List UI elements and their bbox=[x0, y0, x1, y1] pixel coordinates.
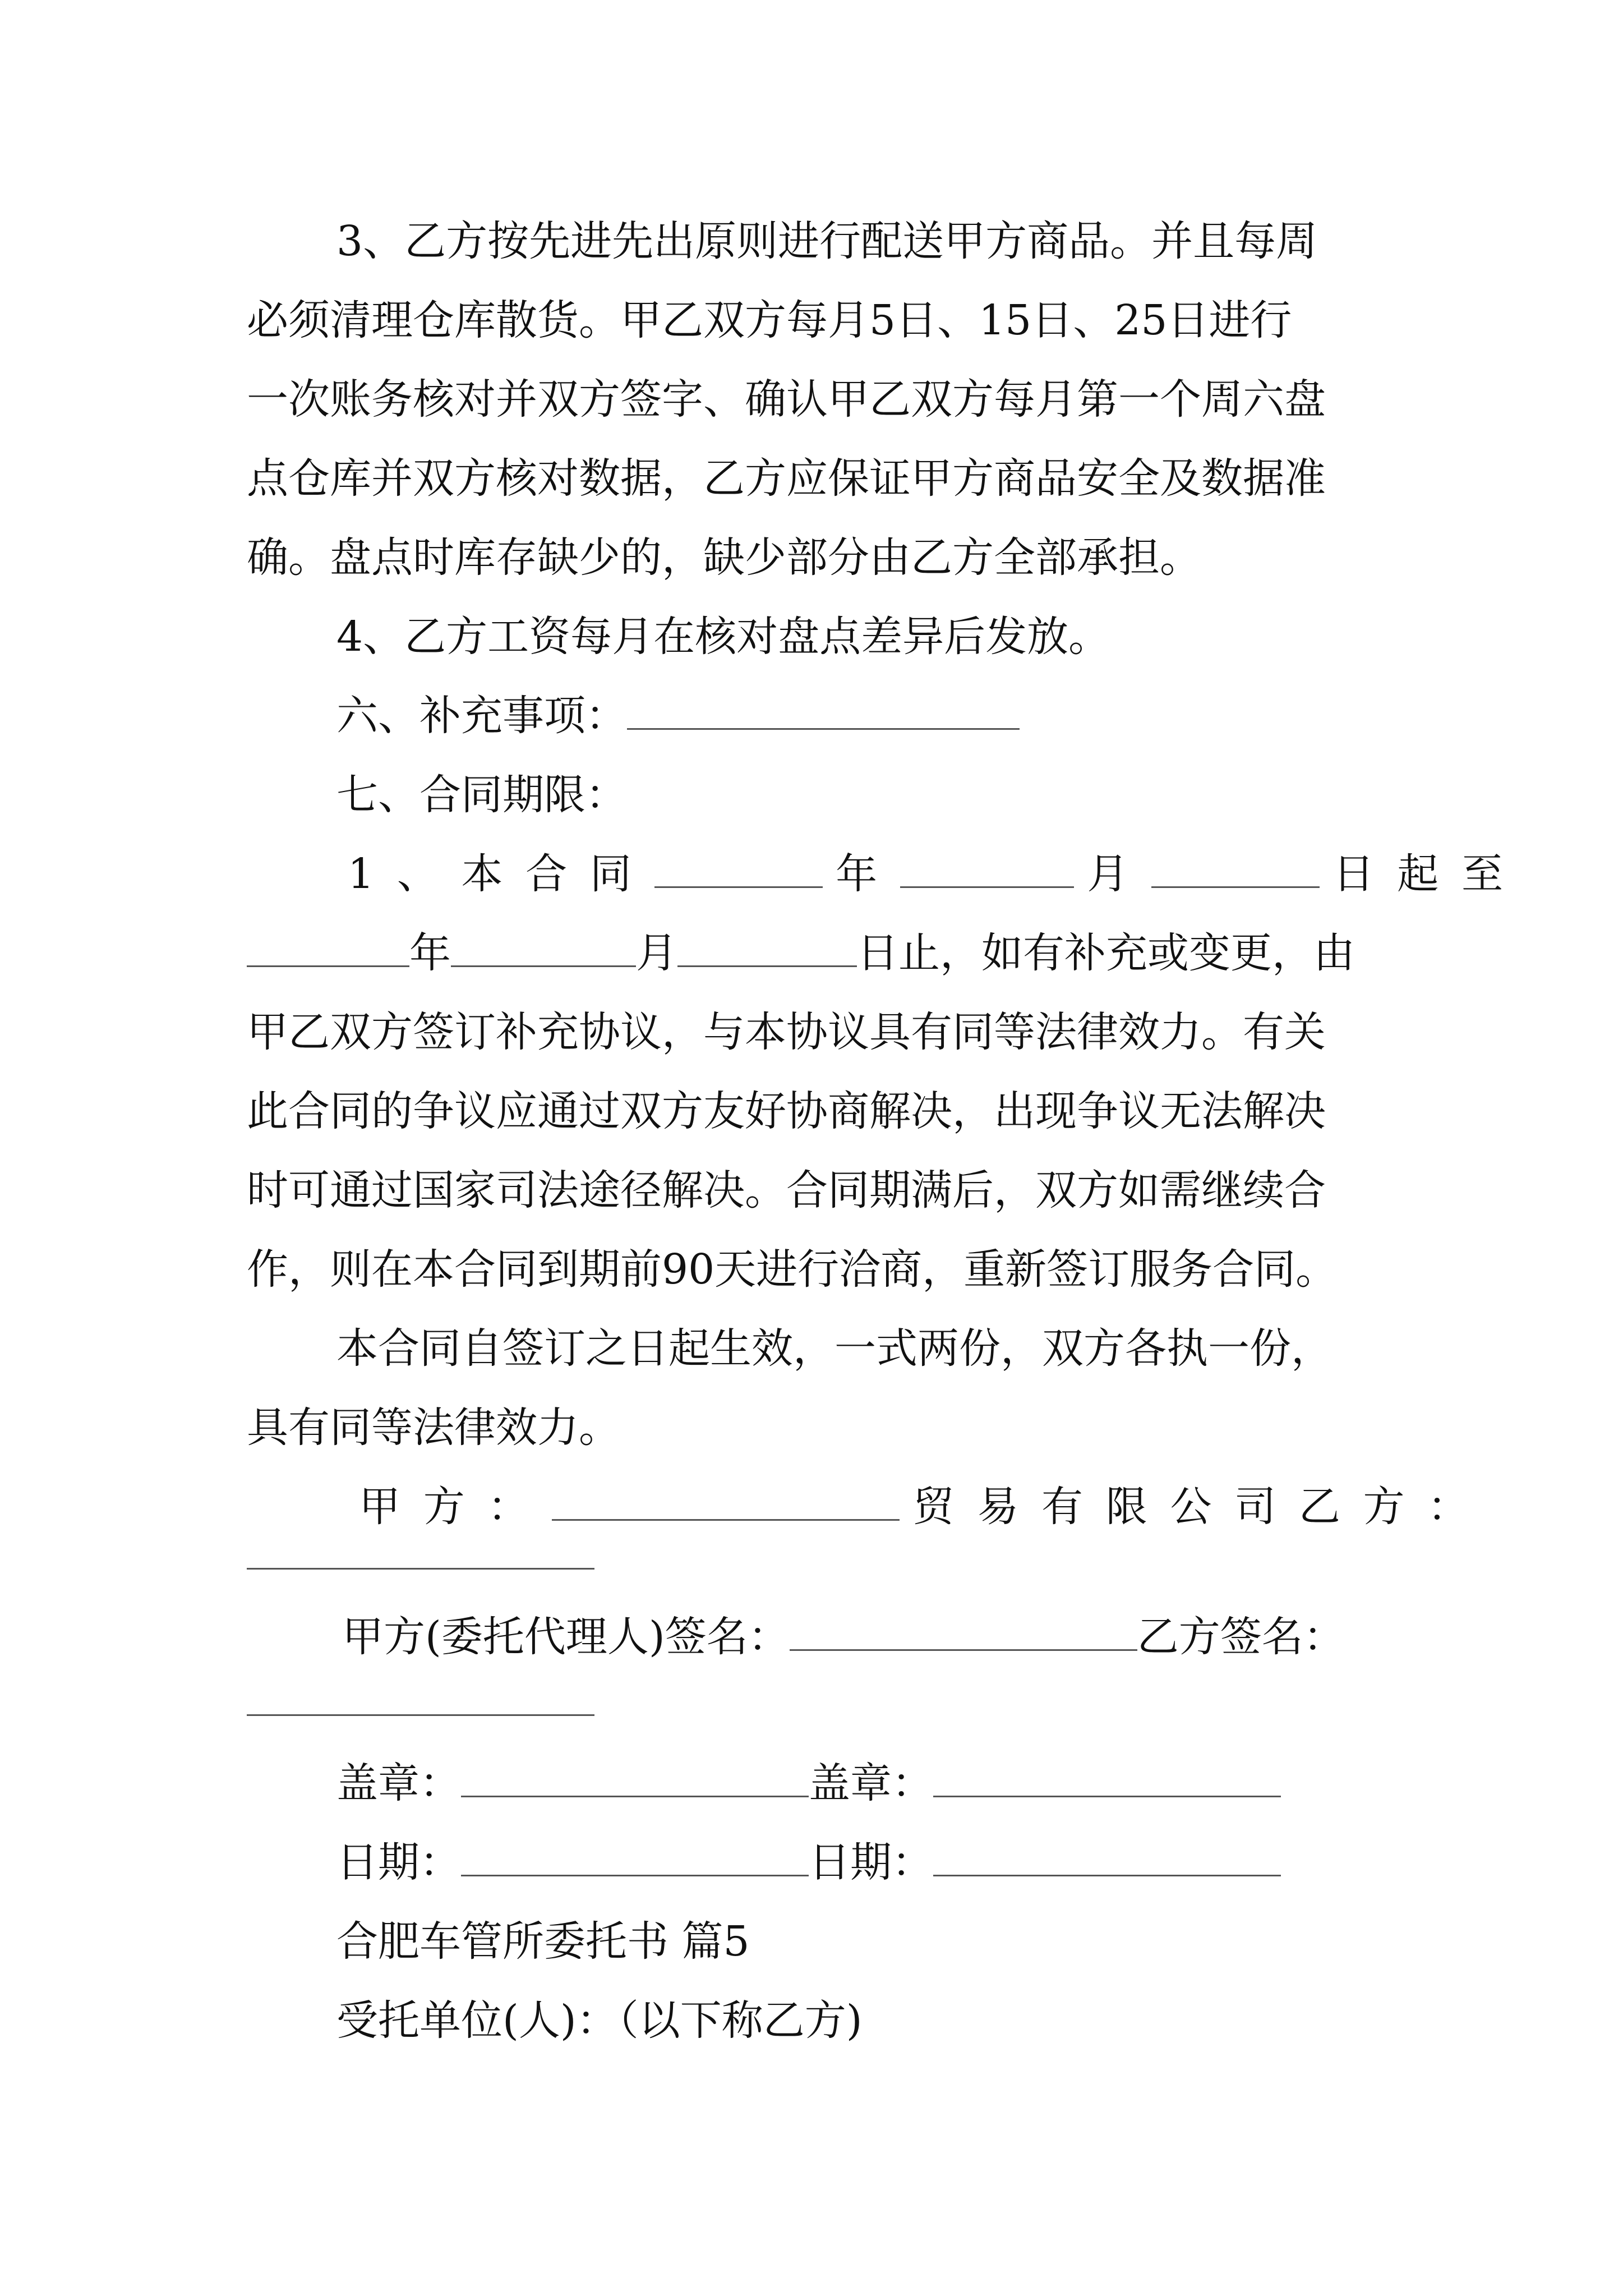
date-b-blank bbox=[933, 1835, 1281, 1876]
term-month-1: 月 bbox=[1087, 850, 1152, 898]
party-line bbox=[359, 1479, 1492, 1535]
term-line-6: 作，则在本合同到期前90天进行洽商，重新签订服务合同。 bbox=[247, 1245, 1338, 1294]
seal-b-blank bbox=[933, 1756, 1281, 1797]
agent-label: 甲方(委托代理人)签名： bbox=[342, 1613, 790, 1661]
date-b-label: 日期： bbox=[809, 1838, 933, 1887]
agent-blank bbox=[790, 1610, 1137, 1651]
term-year-2: 年 bbox=[409, 929, 451, 977]
p1-line-5: 确。盘点时库存缺少的，缺少部分由乙方全部承担。 bbox=[247, 533, 1201, 582]
seal-b-label: 盖章： bbox=[809, 1759, 933, 1807]
term-line-1 bbox=[348, 846, 1526, 902]
term-line-3: 甲乙双方签订补充协议，与本协议具有同等法律效力。有关 bbox=[247, 1008, 1326, 1056]
agent-line bbox=[342, 1609, 1345, 1665]
date-a-label: 日期： bbox=[336, 1838, 461, 1887]
term-month-2: 月 bbox=[636, 929, 677, 977]
effective-line-1: 本合同自签订之日起生效，一式两份，双方各执一份， bbox=[336, 1324, 1332, 1373]
entrusted-party: 受托单位(人)：（以下称乙方) bbox=[336, 1996, 863, 2045]
contract-term-heading: 七、合同期限： bbox=[336, 771, 627, 819]
date-a-blank bbox=[461, 1835, 809, 1876]
term-line-5: 时可通过国家司法途径解决。合同期满后，双方如需继续合 bbox=[247, 1166, 1326, 1214]
term-year-1: 年 bbox=[836, 850, 900, 898]
supplementary-label: 六、补充事项： bbox=[336, 692, 627, 740]
company-label: 贸易有限公司乙方： bbox=[912, 1483, 1492, 1531]
term-line-4: 此合同的争议应通过双方友好协商解决，出现争议无法解决 bbox=[247, 1087, 1326, 1135]
party-a-label: 甲方： bbox=[359, 1483, 552, 1531]
term-line-2 bbox=[247, 925, 1355, 981]
seal-a-blank bbox=[461, 1756, 809, 1797]
next-section-title: 合肥车管所委托书 篇5 bbox=[336, 1917, 750, 1966]
start-year-blank bbox=[654, 847, 823, 888]
term-prefix: 1、本合同 bbox=[348, 850, 654, 898]
start-month-blank bbox=[900, 847, 1074, 888]
seal-a-label: 盖章： bbox=[336, 1759, 461, 1807]
party-b-sign-label: 乙方签名： bbox=[1137, 1613, 1345, 1661]
p1-line-4: 点仓库并双方核对数据，乙方应保证甲方商品安全及数据准 bbox=[247, 454, 1326, 503]
end-day-blank bbox=[677, 926, 857, 967]
supplementary-blank bbox=[627, 689, 1020, 730]
party-a-blank bbox=[552, 1480, 900, 1521]
party-b-sign-blank bbox=[247, 1714, 594, 1716]
p1-line-3: 一次账务核对并双方签字、确认甲乙双方每月第一个周六盘 bbox=[247, 375, 1326, 424]
seal-line bbox=[336, 1755, 1281, 1811]
end-year-blank bbox=[247, 926, 409, 967]
end-month-blank bbox=[451, 926, 636, 967]
term-day-2: 日止，如有补充或变更，由 bbox=[857, 929, 1355, 977]
start-day-blank bbox=[1151, 847, 1320, 888]
salary-clause: 4、乙方工资每月在核对盘点差异后发放。 bbox=[336, 613, 1110, 661]
supplementary-items bbox=[336, 688, 1020, 744]
p1-line-1: 3、乙方按先进先出原则进行配送甲方商品。并且每周 bbox=[336, 217, 1318, 265]
p1-line-2: 必须清理仓库散货。甲乙双方每月5日、15日、25日进行 bbox=[247, 296, 1292, 344]
date-line bbox=[336, 1834, 1281, 1890]
party-b-blank bbox=[247, 1568, 594, 1570]
effective-line-2: 具有同等法律效力。 bbox=[247, 1404, 620, 1452]
term-day-1: 日起至 bbox=[1332, 850, 1526, 898]
